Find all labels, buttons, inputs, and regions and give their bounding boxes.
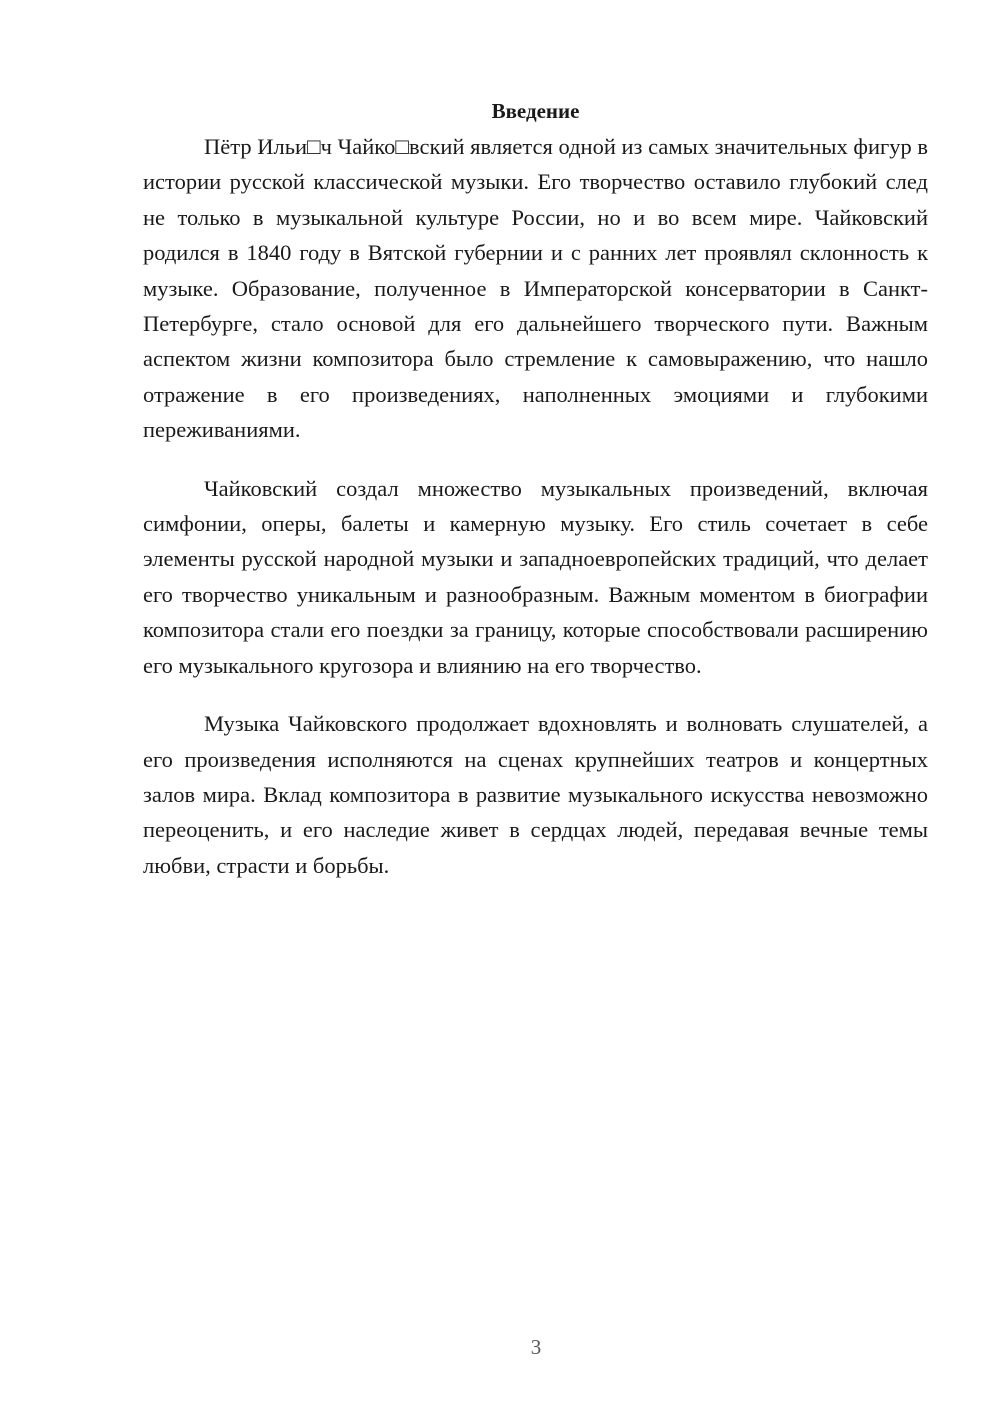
- page-content: [143, 96, 928, 906]
- page-number: 3: [530, 1335, 542, 1359]
- paragraph-2: Чайковский создал множество музыкальных произведений, включая симфонии, оперы, балеты и камерную музыку. Его стиль сочетает в себе элементы русской народной музыки и западноевропейских традиций, что делает его творчество уникальным и разнообразным. Важным моментом в биографии композитора стали его поездки за границу, которые способствовали расширению его музыкального кругозора и влиянию на его творчество.: [143, 475, 928, 678]
- section-heading: Введение: [491, 99, 580, 123]
- paragraph-3: Музыка Чайковского продолжает вдохновлять и волновать слушателей, а его произведения исполняются на сценах крупнейших театров и концертных залов мира. Вклад композитора в развитие музыкального искусства невозможно переоценить, и его наследие живет в сердцах людей, передавая вечные темы любви, страсти и борьбы.: [143, 711, 928, 878]
- paragraph-1: Пётр Ильи□ч Чайко□вский является одной из самых значительных фигур в истории русской классической музыки. Его творчество оставило глубокий след не только в музыкальной культуре России, но и во всем мире. Чайковский родился в 1840 году в Вятской губернии и с ранних лет проявлял склонность к музыке. Образование, полученное в Императорской консерватории в Санкт-Петербурге, стало основой для его дальнейшего творческого пути. Важным аспектом жизни композитора было стремление к самовыражению, что нашло отражение в его произведениях, наполненных эмоциями и глубокими переживаниями.: [143, 134, 928, 443]
